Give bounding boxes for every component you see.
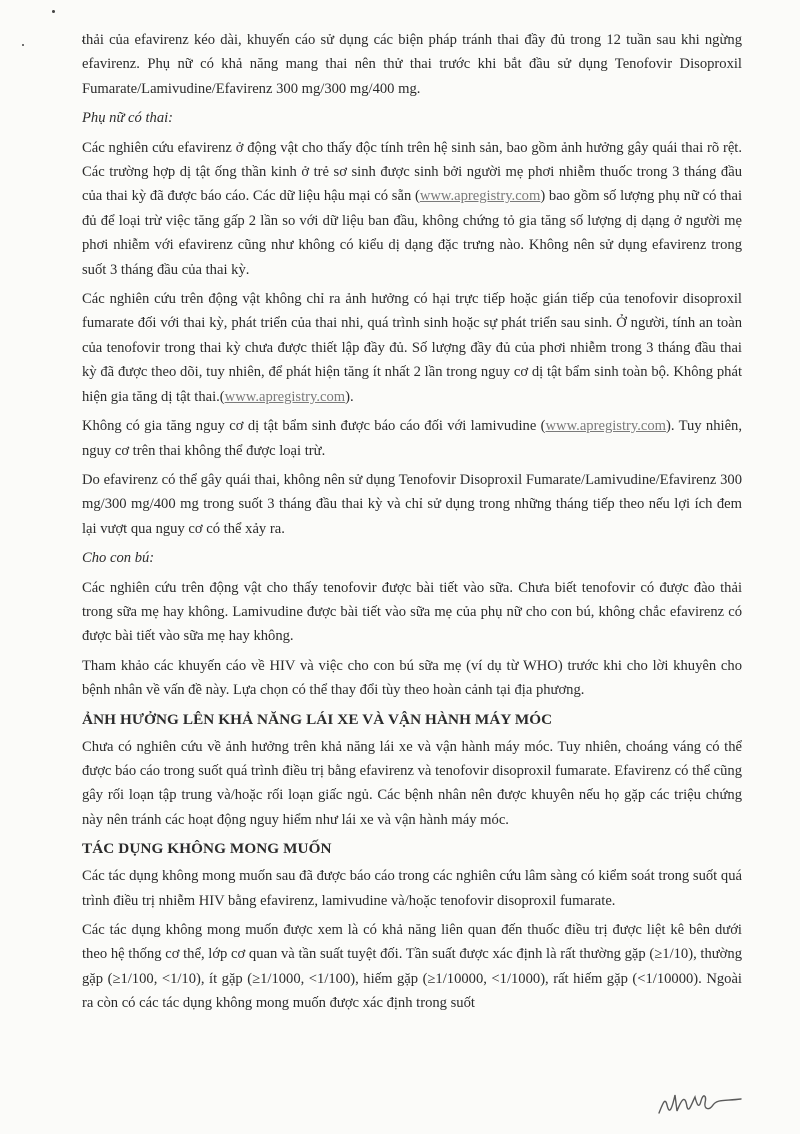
- subheading-pregnant-women: Phụ nữ có thai:: [82, 110, 174, 127]
- subheading-breastfeeding: Cho con bú:: [82, 550, 155, 567]
- paragraph-adverse-frequency: Các tác dụng không mong muốn được xem là có khả năng liên quan đến thuốc điều trị được liệt kê bên dưới theo hệ thống cơ thể, lớp cơ quan và tần suất tuyệt đối. Tần suất được xác định là rất thường gặp (≥1/10), thường gặp (≥1/100, <1/10), ít gặp (≥1/1000, <1/100), hiếm gặp (≥1/10000, <1/1000), rất hiếm gặp (<1/10000). Ngoài ra còn có các tác dụng không mong muốn được xác định trong suốt: [82, 922, 742, 1012]
- paragraph-adverse-intro: Các tác dụng không mong muốn sau đã được báo cáo trong các nghiên cứu lâm sàng có kiểm soát trong suốt quá trình điều trị nhiễm HIV bằng efavirenz, lamivudine và/hoặc tenofovir disoproxil fumarate.: [82, 868, 742, 909]
- apregistry-link[interactable]: www.apregistry.com: [224, 388, 346, 405]
- paragraph-tenofovir-pregnancy: Các nghiên cứu trên động vật không chỉ ra ảnh hưởng có hại trực tiếp hoặc gián tiếp của tenofovir disoproxil fumarate đối với thai kỳ, phát triển của thai nhi, quá trình sinh hoặc sự phát triển sau sinh. Ở người, tính an toàn của tenofovir trong thai kỳ chưa được thiết lập đầy đủ. Số lượng đầy đủ của phơi nhiễm trong 3 tháng đầu thai kỳ đã được theo dõi, tuy nhiên, để phát hiện tăng ít nhất 2 lần trong nguy cơ dị tật bẩm sinh toàn bộ. Không phát hiện gia tăng dị tật thai.(www.apregistry.com).: [82, 291, 742, 405]
- paragraph-breastfeeding-excretion: Các nghiên cứu trên động vật cho thấy tenofovir được bài tiết vào sữa. Chưa biết tenofovir có được đào thải trong sữa mẹ hay không. Lamivudine được bài tiết vào sữa mẹ của phụ nữ cho con bú, không chắc efavirenz có được bài tiết vào sữa mẹ hay không.: [82, 579, 742, 645]
- apregistry-link[interactable]: www.apregistry.com: [419, 188, 541, 205]
- section-heading-driving: ẢNH HƯỞNG LÊN KHẢ NĂNG LÁI XE VÀ VẬN HÀNH MÁY MÓC: [82, 710, 553, 728]
- apregistry-link[interactable]: www.apregistry.com: [545, 418, 667, 435]
- paragraph-breastfeeding-advice: Tham khảo các khuyến cáo về HIV và việc cho con bú sữa mẹ (ví dụ từ WHO) trước khi cho lời khuyên cho bệnh nhân về vấn đề này. Lựa chọn có thể thay đổi tùy theo hoàn cảnh tại địa phương.: [82, 657, 742, 699]
- section-heading-adverse-effects: TÁC DỤNG KHÔNG MONG MUỐN: [82, 840, 332, 858]
- paragraph-efavirenz-pregnancy: Các nghiên cứu efavirenz ở động vật cho thấy độc tính trên hệ sinh sản, bao gồm ảnh hưởng gây quái thai rõ rệt. Các trường hợp dị tật ống thần kinh ở trẻ sơ sinh được sinh bởi người mẹ phơi nhiễm thuốc trong 3 tháng đầu của thai kỳ đã được báo cáo. Các dữ liệu hậu mại có sẵn (www.apregistry.com) bao gồm số lượng phụ nữ có thai đủ để loại trừ việc tăng gấp 2 lần so với dữ liệu ban đầu, không chứng tỏ gia tăng số lượng dị dạng ở người mẹ phơi nhiễm với efavirenz cũng như không có kiểu dị dạng đặc trưng nào. Không nên sử dụng efavirenz trong suốt 3 tháng đầu của thai kỳ.: [82, 139, 742, 278]
- scan-speck: [52, 10, 55, 13]
- paragraph-lamivudine-pregnancy: Không có gia tăng nguy cơ dị tật bẩm sinh được báo cáo đối với lamivudine (www.apregistry.com). Tuy nhiên, nguy cơ trên thai không thể được loại trừ.: [82, 418, 742, 459]
- paragraph-driving: Chưa có nghiên cứu về ảnh hưởng trên khả năng lái xe và vận hành máy móc. Tuy nhiên, choáng váng có thể được báo cáo trong suốt quá trình điều trị bằng efavirenz và tenofovir disoproxil fumarate. Efavirenz có thể cũng gây rối loạn tập trung và/hoặc rối loạn giấc ngủ. Các bệnh nhân nên được khuyên nếu họ gặp các triệu chứng này nên tránh các hoạt động nguy hiểm như lái xe và vận hành máy móc.: [82, 738, 742, 828]
- document-page: [82, 28, 742, 1021]
- paragraph-teratogenic-warning: Do efavirenz có thể gây quái thai, không nên sử dụng Tenofovir Disoproxil Fumarate/Lamivudine/Efavirenz 300 mg/300 mg/400 mg trong suốt 3 tháng đầu thai kỳ và chỉ sử dụng trong những tháng tiếp theo nếu lợi ích đem lại vượt qua nguy cơ có thể xảy ra.: [82, 471, 742, 537]
- handwritten-signature: [655, 1083, 745, 1123]
- paragraph-contraception: thải của efavirenz kéo dài, khuyến cáo sử dụng các biện pháp tránh thai đầy đủ trong 12 tuần sau khi ngừng efavirenz. Phụ nữ có khả năng mang thai nên thử thai trước khi bắt đầu sử dụng Tenofovir Disoproxil Fumarate/Lamivudine/Efavirenz 300 mg/300 mg/400 mg.: [82, 32, 742, 97]
- scan-speck: [22, 44, 24, 46]
